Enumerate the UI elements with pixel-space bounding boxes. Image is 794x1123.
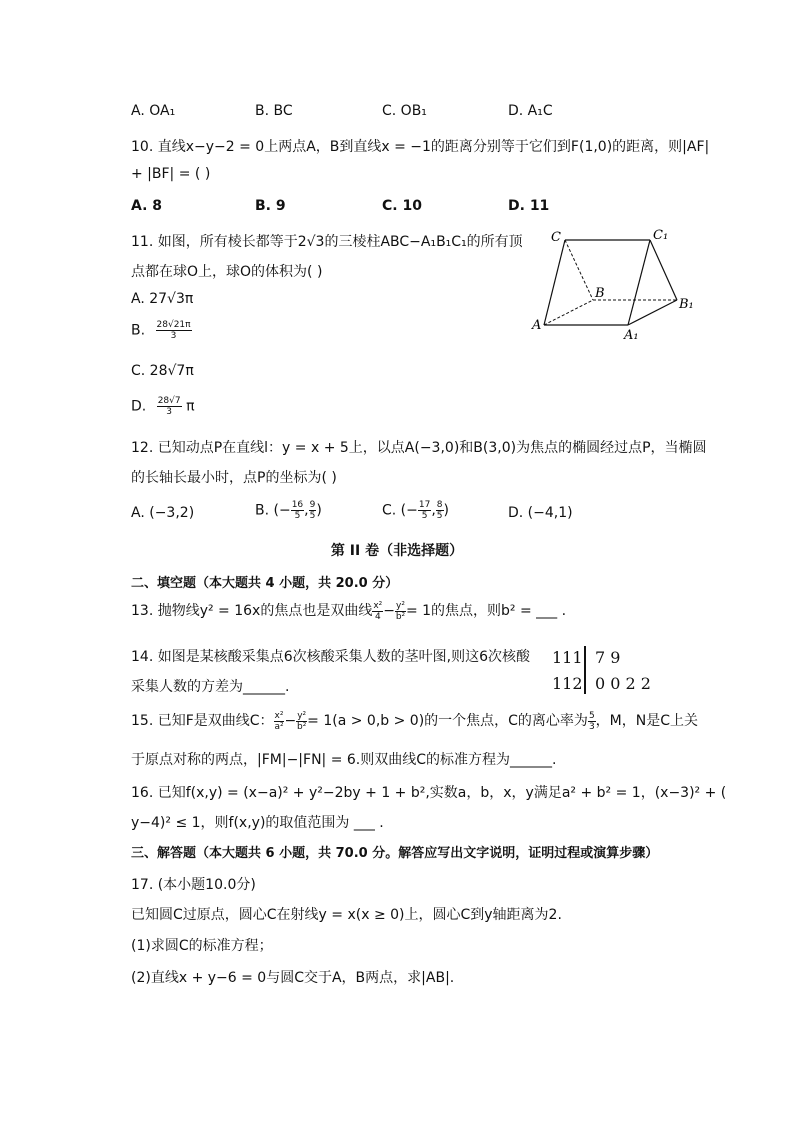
- q12-option-c-fraction-y: [436, 500, 444, 521]
- q15-y-denominator: b²: [297, 721, 307, 732]
- q16-line-2: y−4)² ≤ 1，则f(x,y)的取值范围为 ___ .: [131, 815, 384, 831]
- q14-line-2: 采集人数的方差为______.: [131, 679, 290, 695]
- q14-line-1: 14. 如图是某核酸采集点6次核酸采集人数的茎叶图,则这6次核酸: [131, 649, 530, 665]
- q15-fraction-y: [296, 711, 307, 732]
- vertex-label-b: B: [595, 286, 605, 301]
- stem-leaf-row-1-stem: 111: [552, 648, 583, 667]
- section-2-title: 第 II 卷（非选择题）: [330, 543, 464, 559]
- q11-option-d-denominator: 3: [166, 407, 173, 417]
- q15-fraction-e: [588, 711, 596, 732]
- q12-option-b-y-numerator: 9: [309, 500, 316, 510]
- q12-option-c-x-denominator: 5: [421, 511, 428, 521]
- q15-middle: = 1(a > 0,b > 0)的一个焦点，C的离心率为: [307, 713, 588, 729]
- part-3-heading: 三、解答题（本大题共 6 小题，共 70.0 分。解答应写出文字说明，证明过程或演算步骤）: [131, 846, 659, 861]
- q10-line-2: + |BF| = ( ): [131, 166, 211, 182]
- q11-option-d-pi: π: [186, 398, 195, 415]
- edge-a1-b1: [628, 300, 677, 325]
- q10-option-b: B. 9: [255, 198, 286, 214]
- q13-x-numerator: x²: [373, 600, 383, 611]
- q9-option-a: A. OA₁: [131, 103, 176, 119]
- prism-figure: [525, 225, 705, 345]
- q15-fraction-x: [274, 711, 285, 732]
- q11-option-b-label: B.: [131, 322, 146, 339]
- q12-line-2: 的长轴长最小时，点P的坐标为( ): [131, 470, 337, 486]
- q12-option-d: D. (−4,1): [508, 505, 573, 521]
- vertex-label-a1: A₁: [624, 328, 639, 343]
- q11-option-b-fraction: [156, 320, 192, 341]
- q15-minus: −: [284, 713, 297, 729]
- q12-option-c-fraction-x: [418, 500, 431, 521]
- q13-prefix: 13. 抛物线y² = 16x的焦点也是双曲线: [131, 603, 373, 619]
- q12-option-b-x-numerator: 16: [291, 500, 304, 510]
- q13-y-denominator: b²: [395, 611, 406, 622]
- q11-option-d: [131, 396, 195, 417]
- q13-y-numerator: y²: [396, 600, 405, 611]
- edge-c-b-hidden: [565, 240, 593, 300]
- q11-option-d-label: D.: [131, 398, 147, 415]
- vertex-label-c: C: [551, 230, 561, 245]
- q11-option-b-numerator: 28√21π: [156, 320, 191, 330]
- q10-line-1: 10. 直线x−y−2 = 0上两点A，B到直线x = −1的距离分别等于它们到F(1,0)的距离，则|AF|: [131, 139, 710, 155]
- q15-x-numerator: x²: [274, 710, 284, 721]
- q11-line-2: 点都在球O上，球O的体积为( ): [131, 264, 323, 280]
- q12-option-c-x-numerator: 17: [418, 500, 431, 510]
- q9-option-d: D. A₁C: [508, 103, 553, 119]
- stem-leaf-row-2-leaves: 0 0 2 2: [595, 674, 651, 693]
- q15-line-2: 于原点对称的两点，|FM|−|FN| = 6.则双曲线C的标准方程为______.: [131, 752, 557, 768]
- q12-line-1: 12. 已知动点P在直线l：y = x + 5上，以点A(−3,0)和B(3,0)为焦点的椭圆经过点P，当椭圆: [131, 440, 707, 456]
- q11-option-a: A. 27√3π: [131, 291, 194, 307]
- q16-line-1: 16. 已知f(x,y) = (x−a)² + y²−2by + 1 + b²,实数a，b，x，y满足a² + b² = 1，(x−3)² + (: [131, 785, 727, 801]
- q15-line-1: [131, 710, 698, 732]
- q15-x-denominator: a²: [274, 721, 284, 732]
- q10-option-c: C. 10: [382, 198, 422, 214]
- q15-prefix: 15. 已知F是双曲线C：: [131, 713, 274, 729]
- q12-option-b-fraction-x: [291, 500, 304, 521]
- q12-option-c-y-denominator: 5: [436, 511, 443, 521]
- q11-option-d-fraction: [157, 396, 182, 417]
- q12-option-b: B. (− $\frac{16}{5}$ , $\frac{9}{5}$ ): [255, 500, 322, 521]
- q13-minus: −: [383, 603, 396, 619]
- q11-option-d-numerator: 28√7: [157, 396, 181, 406]
- vertex-label-b1: B₁: [679, 297, 694, 312]
- q12-option-c-y-numerator: 8: [436, 500, 443, 510]
- q15-suffix: ，M，N是C上关: [595, 713, 698, 729]
- q12-option-b-y-denominator: 5: [309, 511, 316, 521]
- q15-y-numerator: y²: [297, 710, 307, 721]
- edge-c1-a1: [628, 240, 650, 325]
- stem-leaf-row-1-leaves: 7 9: [595, 648, 621, 667]
- q12-option-b-x-denominator: 5: [294, 511, 301, 521]
- q17-stem: 已知圆C过原点，圆心C在射线y = x(x ≥ 0)上，圆心C到y轴距离为2.: [131, 907, 562, 923]
- q13-line: [131, 600, 566, 622]
- edge-a-b-hidden: [544, 300, 593, 325]
- q15-e-numerator: 5: [588, 710, 595, 721]
- q13-fraction-y: [395, 601, 406, 622]
- q11-line-1: 11. 如图，所有棱长都等于2√3的三棱柱ABC−A₁B₁C₁的所有顶: [131, 234, 523, 250]
- q9-option-c: C. OB₁: [382, 103, 427, 119]
- q13-x-denominator: 4: [374, 611, 381, 622]
- q11-option-b: [131, 320, 192, 341]
- q9-option-b: B. BC: [255, 103, 293, 119]
- q13-suffix: = 1的焦点，则b² = ___ .: [405, 603, 567, 619]
- q12-option-a: A. (−3,2): [131, 505, 195, 521]
- q15-e-denominator: 3: [588, 721, 595, 732]
- q12-option-c-prefix: C. (−: [382, 502, 418, 519]
- q11-option-b-denominator: 3: [170, 331, 177, 341]
- q17-part-1: (1)求圆C的标准方程；: [131, 938, 273, 954]
- q10-option-d: D. 11: [508, 198, 550, 214]
- edge-c1-b1: [650, 240, 677, 300]
- q17-header: 17. (本小题10.0分): [131, 877, 256, 893]
- q11-option-c: C. 28√7π: [131, 363, 194, 379]
- q13-fraction-x: [372, 601, 383, 622]
- q12-option-c: C. (− $\frac{17}{5}$ , $\frac{8}{5}$ ): [382, 500, 449, 521]
- edge-c-a: [544, 240, 565, 325]
- q10-option-a: A. 8: [131, 198, 163, 214]
- part-2-heading: 二、填空题（本大题共 4 小题，共 20.0 分）: [131, 576, 399, 591]
- stem-leaf-divider: [584, 646, 586, 694]
- stem-leaf-row-2-stem: 112: [552, 674, 583, 693]
- vertex-label-c1: C₁: [653, 228, 669, 243]
- vertex-label-a: A: [532, 318, 542, 333]
- q12-option-b-prefix: B. (−: [255, 502, 291, 519]
- q17-part-2: (2)直线x + y−6 = 0与圆C交于A，B两点，求|AB|.: [131, 970, 455, 986]
